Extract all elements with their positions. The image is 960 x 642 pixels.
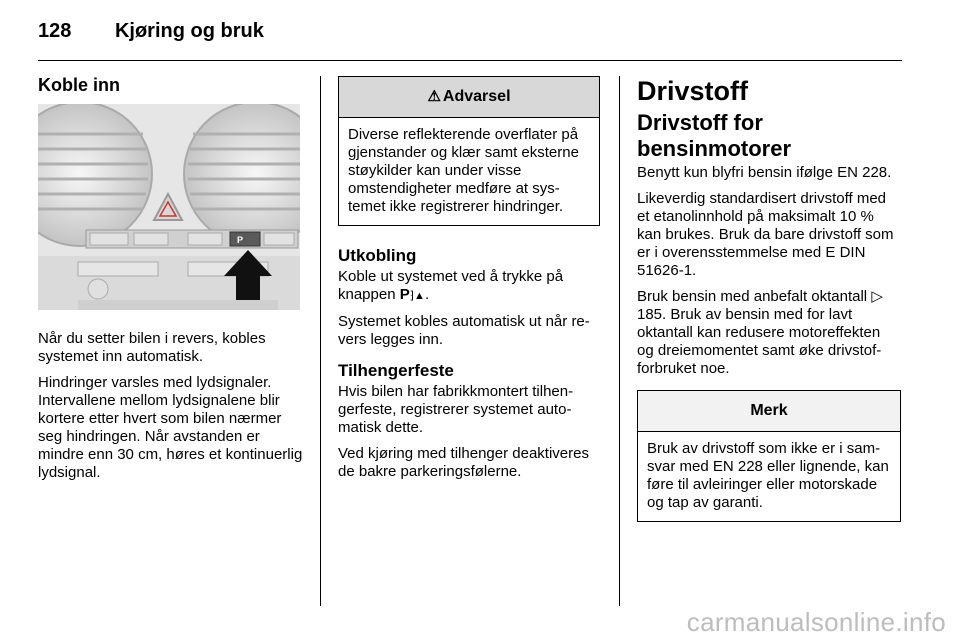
warning-text: Diverse reflekterende overflater på gjenstander og klær samt eksterne støykilder kan under visse omstendigheter medføre at systemet ikke registrerer hindringer. — [348, 126, 579, 215]
park-assist-waves-icon: ⁆▲ — [409, 290, 425, 302]
oktantall-text-end: . Bruk av bensin med for lavt oktantall kan redusere motoreffekten og dreiemomentet samt øke drivstofforbruket noe. — [637, 306, 882, 377]
watermark: carmanualsonline.info — [686, 607, 946, 637]
heading-koble-inn: Koble inn — [38, 75, 120, 95]
warning-box — [338, 76, 600, 226]
note-box — [637, 390, 901, 522]
page-number: 128 — [38, 20, 72, 42]
warning-title: Advarsel — [442, 88, 511, 105]
heading-drivstoff-bensin: Drivstoff for bensinmotorer — [637, 110, 792, 161]
paragraph-hindringer: Hindringer varsles med lydsignaler. Intervallene mellom lydsignalene blir kortere etter hvert som bilen nærmer seg hindringen. Når avstanden er mindre enn 30 cm, høres et kontinuerlig lydsignal. — [38, 374, 303, 481]
heading-drivstoff: Drivstoff — [637, 76, 749, 106]
section-title: Kjøring og bruk — [114, 20, 264, 42]
park-assist-symbol: P — [399, 286, 410, 303]
paragraph-etanol: Likeverdig standardisert drivstoff med et etanolinnhold på maksimalt 10 % kan brukes. Bruk da bare drivstoff som er i overensstemmelse med E DIN 51626-1. — [637, 190, 894, 279]
page-reference-icon: ▷ — [871, 288, 883, 305]
paragraph-utkobling-2: Systemet kobles automatisk ut når revers legges inn. — [338, 313, 590, 348]
paragraph-tilhenger-1: Hvis bilen har fabrikkmontert tilhengerfeste, registrerer systemet automatisk dette. — [338, 383, 574, 436]
paragraph-oktantall — [637, 288, 901, 378]
heading-tilhengerfeste: Tilhengerfeste — [338, 361, 454, 380]
warning-triangle-icon: ⚠ — [427, 88, 441, 105]
column-divider-2 — [619, 76, 620, 606]
left-column — [38, 76, 304, 490]
warning-title-bar — [339, 77, 599, 118]
paragraph-tilhenger-2: Ved kjøring med tilhenger deaktiveres de bakre parkeringsfølerne. — [338, 445, 589, 480]
column-divider-1 — [320, 76, 321, 606]
note-title: Merk — [638, 391, 900, 432]
paragraph-revers: Når du setter bilen i revers, kobles systemet inn automatisk. — [38, 330, 266, 365]
page-reference-link[interactable]: 185 — [637, 306, 663, 323]
right-column — [637, 76, 901, 542]
dashboard-illustration — [38, 104, 300, 310]
paragraph-blyfri: Benytt kun blyfri bensin ifølge EN 228. — [637, 164, 892, 181]
header-rule — [38, 60, 902, 61]
note-text: Bruk av drivstoff som ikke er i samsvar med EN 228 eller lignende, kan føre til avleiringer eller motorskade og tap av garanti. — [647, 440, 889, 511]
utkobling-text-end: . — [424, 286, 430, 303]
paragraph-utkobling-1 — [338, 268, 600, 305]
utkobling-text: Koble ut systemet ved å trykke på knappen — [338, 268, 564, 303]
oktantall-text: Bruk bensin med anbefalt oktantall — [637, 288, 872, 305]
park-assist-button-label: P — [237, 235, 244, 245]
heading-utkobling: Utkobling — [338, 246, 417, 265]
dashboard-photo — [38, 104, 300, 310]
middle-column — [338, 76, 600, 489]
page-header — [38, 20, 264, 43]
